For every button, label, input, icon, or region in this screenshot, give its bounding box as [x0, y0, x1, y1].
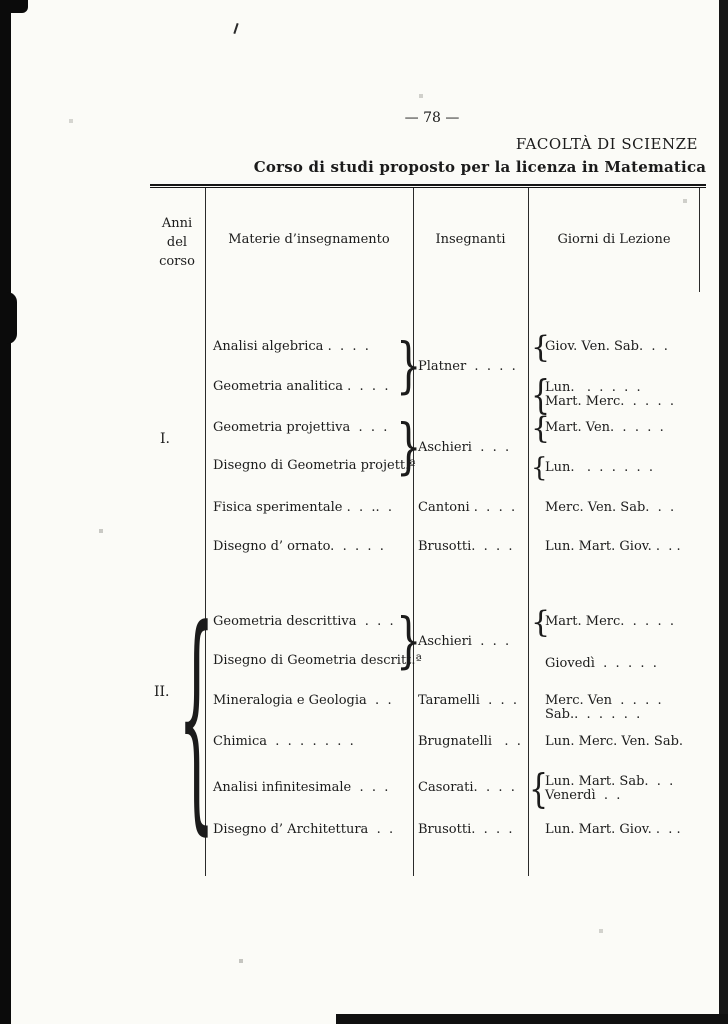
scan-corner-top-left — [0, 0, 28, 13]
subject-geometria-analitica: Geometria analitica . . . . — [213, 379, 389, 394]
page-number: — 78 — — [404, 110, 460, 126]
scan-edge-right — [719, 0, 728, 1024]
subject-geometria-descrittiva: Geometria descrittiva . . . — [213, 614, 394, 629]
days-mart-merc-1: Mart. Merc. . . . . — [545, 394, 674, 409]
days-venerdi: Venerdì . . — [545, 788, 621, 803]
days-giovedi: Giovedì . . . . . — [545, 656, 657, 671]
faculty-heading: FACOLTÀ DI SCIENZE — [515, 135, 698, 153]
subject-disegno-geometria-descritt: Disegno di Geometria descritt.ª — [213, 653, 422, 668]
brace-group-platner: } — [396, 331, 422, 401]
days-lun-1: Lun. . . . . . — [545, 380, 641, 395]
brace-days-giov: { — [531, 330, 551, 365]
teacher-brugnatelli: Brugnatelli . . — [418, 734, 521, 749]
col-header-anni-line2: del — [166, 235, 188, 250]
col-header-materie: Materie d’insegnamento — [228, 232, 390, 247]
teacher-aschieri-1: Aschieri . . . — [418, 440, 510, 455]
days-merc-ven-sab: Merc. Ven. Sab. . . — [545, 500, 675, 515]
brace-days-lun-2: { — [531, 453, 548, 483]
subject-chimica: Chimica . . . . . . . — [213, 734, 354, 749]
days-mart-merc-2: Mart. Merc. . . . . — [545, 614, 674, 629]
brace-days-casorati: { — [529, 765, 549, 814]
brace-group-aschieri-1: } — [396, 412, 422, 482]
teacher-taramelli: Taramelli . . . — [418, 693, 518, 708]
days-merc-ven: Merc. Ven . . . . — [545, 693, 662, 708]
brace-days-mart-merc-2: { — [531, 605, 551, 640]
table-top-double-rule — [150, 184, 706, 188]
subject-geometria-projettiva: Geometria projettiva . . . — [213, 420, 388, 435]
days-lun-mart-sab: Lun. Mart. Sab. . . — [545, 774, 674, 789]
col-header-anni-line1: Anni — [161, 216, 193, 231]
table-vline-right — [699, 188, 700, 292]
subject-analisi-infinitesimale: Analisi infinitesimale . . . — [213, 780, 389, 795]
year-label-i: I. — [160, 431, 170, 447]
subject-fisica-sperimentale: Fisica sperimentale . . .. . — [213, 500, 393, 515]
col-header-insegnanti: Insegnanti — [435, 232, 506, 247]
subject-disegno-architettura: Disegno d’ Architettura . . — [213, 822, 394, 837]
table-vline-2 — [413, 188, 414, 876]
document-title: Corso di studi proposto per la licenza in Matematica — [253, 158, 707, 176]
brace-days-lun-mart: { — [531, 371, 551, 420]
brace-year-ii: { — [178, 577, 215, 857]
days-mart-ven: Mart. Ven. . . . . — [545, 420, 664, 435]
teacher-casorati: Casorati. . . . — [418, 780, 515, 795]
subject-mineralogia-geologia: Mineralogia e Geologia . . — [213, 693, 392, 708]
subject-disegno-ornato: Disegno d’ ornato. . . . . — [213, 539, 384, 554]
days-lun-2: Lun. . . . . . . — [545, 460, 654, 475]
scan-mark-top — [233, 23, 238, 34]
col-header-giorni: Giorni di Lezione — [557, 232, 671, 247]
teacher-brusotti-2: Brusotti. . . . — [418, 822, 513, 837]
days-sab: Sab.. . . . . . — [545, 707, 641, 722]
teacher-aschieri-2: Aschieri . . . — [418, 634, 510, 649]
year-label-ii: II. — [154, 684, 170, 700]
days-lun-mart-giov-2: Lun. Mart. Giov. . . . — [545, 822, 681, 837]
teacher-brusotti-1: Brusotti. . . . — [418, 539, 513, 554]
brace-days-mart-ven: { — [531, 411, 551, 446]
subject-disegno-geometria-projett: Disegno di Geometria projett.ª — [213, 458, 416, 473]
teacher-platner: Platner . . . . — [418, 359, 516, 374]
col-header-anni-line3: corso — [159, 254, 195, 269]
scan-edge-left-blob — [0, 292, 17, 344]
days-lun-merc-ven-sab: Lun. Merc. Ven. Sab. — [545, 734, 684, 749]
teacher-cantoni: Cantoni . . . . — [418, 500, 516, 515]
scan-edge-left — [0, 0, 11, 1024]
days-giov-ven-sab: Giov. Ven. Sab. . . — [545, 339, 668, 354]
brace-group-aschieri-2: } — [396, 606, 422, 676]
subject-analisi-algebrica: Analisi algebrica . . . . — [213, 339, 369, 354]
scan-edge-bottom — [336, 1014, 728, 1024]
scan-noise-specks — [0, 0, 2, 2]
days-lun-mart-giov-1: Lun. Mart. Giov. . . . — [545, 539, 681, 554]
